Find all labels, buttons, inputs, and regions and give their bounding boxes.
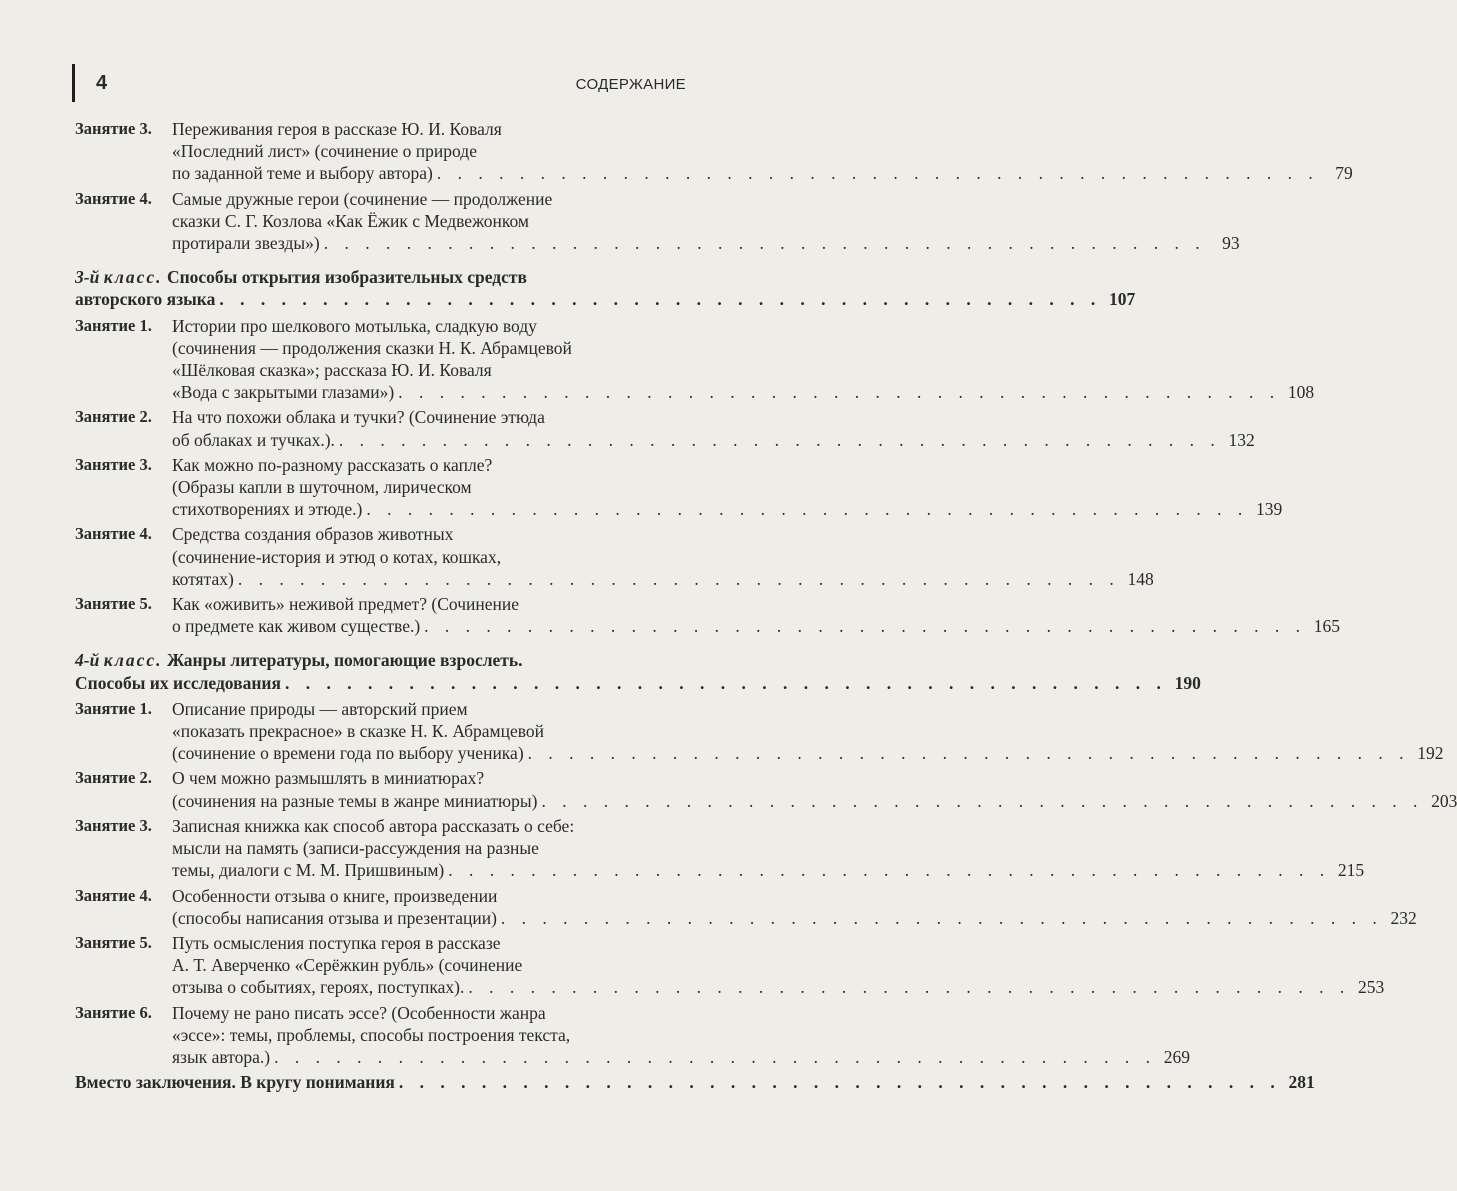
toc-page-number: 107 (1108, 289, 1136, 310)
toc-section-heading[interactable] (75, 649, 1201, 693)
toc-line (172, 593, 1340, 615)
toc-entry[interactable] (75, 885, 1417, 929)
toc-line (172, 381, 1314, 403)
toc-line (75, 266, 687, 288)
toc-entry[interactable] (75, 118, 1353, 185)
toc-line (172, 859, 1364, 881)
dot-leader: . . . . . . . . . . . . . . . . . . . . . . . . . . . . . . . . . . . . . . . . . . . (527, 743, 1410, 764)
toc-line-text: авторского языка (75, 289, 216, 310)
toc-line (172, 1046, 1190, 1068)
toc-line-text: Записная книжка как способ автора рассказать о себе: (172, 815, 575, 836)
toc-line (172, 429, 1255, 451)
lesson-title (172, 406, 1255, 450)
toc-line-text: О чем можно размышлять в миниатюрах? (172, 768, 485, 789)
dot-leader: . . . . . . . . . . . . . . . . . . . . . . . . . . . . . . . . . . . . . . . . . . . (338, 429, 1221, 450)
toc-line-text: Как «оживить» неживой предмет? (Сочинение (172, 594, 519, 615)
dot-leader: . . . . . . . . . . . . . . . . . . . . . . . . . . . . . . . . . . . . . . . . . . . (398, 382, 1281, 403)
toc-line-text: об облаках и тучках.). (172, 429, 335, 450)
toc-line (172, 767, 1457, 789)
toc-line-text: сказки С. Г. Козлова «Как Ёжик с Медвежонком (172, 210, 529, 231)
toc-line (75, 1071, 1315, 1093)
toc-line-text: Самые дружные герои (сочинение — продолжение (172, 188, 553, 209)
toc-page-number: 269 (1163, 1046, 1190, 1067)
lesson-title (172, 315, 1314, 404)
lesson-title (172, 767, 1457, 811)
toc-line-text: по заданной теме и выбору автора) (172, 163, 433, 184)
toc-entry[interactable] (75, 593, 1341, 637)
toc-line-text: стихотворениях и этюде.) (172, 499, 363, 520)
toc-line (172, 337, 1314, 359)
toc-line-text: Средства создания образов животных (172, 524, 454, 545)
grade-number: 3-й (75, 267, 100, 288)
toc-entry[interactable] (75, 315, 1315, 404)
toc-line-text: А. Т. Аверченко «Серёжкин рубль» (сочинение (172, 955, 523, 976)
toc-line-text: Переживания героя в рассказе Ю. И. Коваля (172, 119, 502, 139)
dot-leader: . . . . . . . . . . . . . . . . . . . . . . . . . . . . . . . . . . . . . . . . . . . (219, 289, 1102, 310)
dot-leader: . . . . . . . . . . . . . . . . . . . . . . . . . . . . . . . . . . . . . . . . . . . (448, 860, 1331, 881)
toc-line (172, 498, 1282, 520)
toc-line (75, 649, 687, 671)
toc-line-text: Истории про шелкового мотылька, сладкую воду (172, 315, 537, 336)
toc-page-number: 132 (1228, 429, 1255, 450)
toc-line (172, 406, 1255, 428)
toc-line-text: На что похожи облака и тучки? (Сочинение этюда (172, 407, 545, 428)
toc-page-number: 190 (1174, 672, 1201, 693)
lesson-title (172, 885, 1417, 929)
toc-page-number: 148 (1127, 568, 1154, 589)
toc-line (172, 118, 1353, 140)
grade-word: класс. (103, 267, 163, 288)
toc-line (172, 140, 1353, 162)
grade-number: 4-й (75, 650, 100, 671)
lesson-title (172, 932, 1384, 999)
toc-page-number: 79 (1335, 163, 1353, 184)
toc-page-number: 139 (1255, 499, 1283, 520)
toc-line (172, 720, 1444, 742)
toc-page-number: 232 (1390, 907, 1417, 928)
lesson-title (172, 815, 1364, 882)
toc-section-heading[interactable] (75, 266, 1136, 310)
lesson-title (172, 523, 1154, 590)
toc-line-text: (сочинения на разные темы в жанре миниатюры) (172, 790, 538, 811)
toc-line-text: (способы написания отзыва и презентации) (172, 907, 497, 928)
lesson-title (172, 1002, 1190, 1069)
toc-line-text: мысли на память (записи-рассуждения на разные (172, 838, 539, 859)
lesson-title (172, 593, 1340, 637)
dot-leader: . . . . . . . . . . . . . . . . . . . . . . . . . . . . . . . . . . . . . . . . . . . (424, 616, 1307, 637)
toc-line (172, 954, 1384, 976)
toc-entry[interactable] (75, 815, 1365, 882)
toc-line (172, 932, 1384, 954)
lesson-label: Занятие 1. (75, 315, 152, 335)
toc-line (172, 232, 1240, 254)
dot-leader: . . . . . . . . . . . . . . . . . . . . . . . . . . . . . . . . . . . . . . . . . . . (541, 790, 1424, 811)
toc-line (172, 523, 1154, 545)
lesson-title (172, 698, 1444, 765)
dot-leader: . . . . . . . . . . . . . . . . . . . . . . . . . . . . . . . . . . . . . . . . . . . (468, 977, 1351, 998)
lesson-label: Занятие 4. (75, 885, 152, 905)
toc-line (172, 188, 1240, 210)
toc-line (172, 742, 1444, 764)
toc-line (172, 837, 1364, 859)
dot-leader: . . . . . . . . . . . . . . . . . . . . . . . . . . . . . . . . . . . . . . . . . . . (274, 1046, 1156, 1067)
toc-line-text: Почему не рано писать эссе? (Особенности жанра (172, 1002, 546, 1023)
toc-line (172, 162, 1353, 184)
lesson-label: Занятие 5. (75, 932, 152, 952)
toc-page-number: 192 (1417, 743, 1444, 764)
toc-line-text: Путь осмысления поступка героя в рассказе (172, 932, 501, 953)
toc-line (172, 1024, 1190, 1046)
toc-line (75, 288, 1136, 310)
toc-line (172, 315, 1314, 337)
toc-line (172, 210, 1240, 232)
toc-final-entry[interactable] (75, 1071, 1315, 1093)
toc-page-number: 108 (1287, 382, 1315, 403)
lesson-label: Занятие 2. (75, 768, 152, 788)
toc-line (172, 698, 1444, 720)
dot-leader: . . . . . . . . . . . . . . . . . . . . . . . . . . . . . . . . . . . . . . . . . . . (398, 1072, 1281, 1093)
toc-entry[interactable] (75, 767, 1457, 811)
toc-line-text: отзыва о событиях, героях, поступках). (172, 977, 465, 998)
lesson-title (172, 188, 1240, 255)
toc-line (172, 568, 1154, 590)
running-title: СОДЕРЖАНИЕ (575, 76, 686, 93)
lesson-title (172, 118, 1353, 185)
toc-line-text: «Последний лист» (сочинение о природе (172, 141, 477, 162)
toc-line-text: темы, диалоги с М. М. Пришвиным) (172, 860, 445, 881)
toc-entry[interactable] (75, 188, 1240, 255)
toc-line-text: котятах) (172, 568, 234, 589)
toc-page-number: 93 (1222, 233, 1240, 254)
dot-leader: . . . . . . . . . . . . . . . . . . . . . . . . . . . . . . . . . . . . . . . . . . . (500, 907, 1383, 928)
toc-line (172, 615, 1340, 637)
toc-line-text: протирали звезды») (172, 233, 320, 254)
lesson-label: Занятие 4. (75, 188, 152, 208)
toc-line (172, 907, 1417, 929)
lesson-label: Занятие 5. (75, 594, 152, 614)
table-of-contents (75, 118, 1457, 1093)
toc-line (172, 790, 1457, 812)
toc-entry[interactable] (75, 523, 1154, 590)
lesson-label: Занятие 6. (75, 1002, 152, 1022)
toc-line (172, 546, 1154, 568)
lesson-label: Занятие 3. (75, 454, 152, 474)
toc-line-text: Способы их исследования (75, 672, 281, 693)
toc-entry[interactable] (75, 454, 1283, 521)
toc-line-text: Жанры литературы, помогающие взрослеть. (166, 650, 523, 671)
toc-line (75, 672, 1201, 694)
grade-word: класс. (103, 650, 163, 671)
dot-leader: . . . . . . . . . . . . . . . . . . . . . . . . . . . . . . . . . . . . . . . . . . . (237, 568, 1120, 589)
toc-line (172, 1002, 1190, 1024)
toc-line (172, 976, 1384, 998)
toc-line (172, 454, 1282, 476)
dot-leader: . . . . . . . . . . . . . . . . . . . . . . . . . . . . . . . . . . . . . . . . . . . (436, 163, 1319, 184)
toc-line (172, 815, 1364, 837)
toc-line-text: «Вода с закрытыми глазами») (172, 382, 395, 403)
toc-page-number: 281 (1288, 1072, 1315, 1093)
toc-entry[interactable] (75, 932, 1385, 999)
toc-entry[interactable] (75, 698, 1444, 765)
toc-entry[interactable] (75, 1002, 1190, 1069)
toc-line-text: «эссе»: темы, проблемы, способы построения текста, (172, 1024, 571, 1045)
lesson-label: Занятие 3. (75, 815, 152, 835)
toc-line-text: Описание природы — авторский прием (172, 698, 468, 719)
toc-line-text: (сочинение-история и этюд о котах, кошках, (172, 546, 502, 567)
lesson-label: Занятие 1. (75, 698, 152, 718)
toc-line-text: Особенности отзыва о книге, произведении (172, 885, 498, 906)
toc-line-text: о предмете как живом существе.) (172, 616, 421, 637)
dot-leader: . . . . . . . . . . . . . . . . . . . . . . . . . . . . . . . . . . . . . . . . . . . (323, 233, 1206, 254)
toc-line (172, 885, 1417, 907)
toc-line-text: (сочинения — продолжения сказки Н. К. Абрамцевой (172, 337, 572, 358)
toc-line-text: «Шёлковая сказка»; рассказа Ю. И. Коваля (172, 360, 492, 381)
toc-page-number: 165 (1313, 616, 1341, 637)
toc-entry[interactable] (75, 406, 1255, 450)
toc-page-number: 203 (1431, 790, 1457, 811)
toc-line-text: Как можно по-разному рассказать о капле? (172, 454, 493, 475)
toc-line-text: Вместо заключения. В кругу понимания (75, 1072, 395, 1093)
dot-leader: . . . . . . . . . . . . . . . . . . . . . . . . . . . . . . . . . . . . . . . . . . . (366, 499, 1249, 520)
grade-label (75, 649, 163, 671)
lesson-label: Занятие 3. (75, 119, 152, 138)
lesson-label: Занятие 4. (75, 524, 152, 544)
grade-label (75, 266, 163, 288)
toc-page-number: 215 (1337, 860, 1365, 881)
toc-line (172, 476, 1282, 498)
toc-line-text: (Образы капли в шуточном, лирическом (172, 477, 472, 498)
toc-line-text: (сочинение о времени года по выбору ученика) (172, 743, 524, 764)
toc-line-text: «показать прекрасное» в сказке Н. К. Абрамцевой (172, 721, 544, 742)
page-number: 4 (96, 72, 108, 94)
toc-line-text: Способы открытия изобразительных средств (166, 267, 527, 288)
dot-leader: . . . . . . . . . . . . . . . . . . . . . . . . . . . . . . . . . . . . . . . . . . . (284, 672, 1167, 693)
lesson-title (172, 454, 1282, 521)
lesson-label: Занятие 2. (75, 407, 152, 427)
toc-line-text: язык автора.) (172, 1046, 271, 1067)
header-rule (72, 64, 75, 102)
toc-line (172, 359, 1314, 381)
toc-page-number: 253 (1357, 977, 1385, 998)
